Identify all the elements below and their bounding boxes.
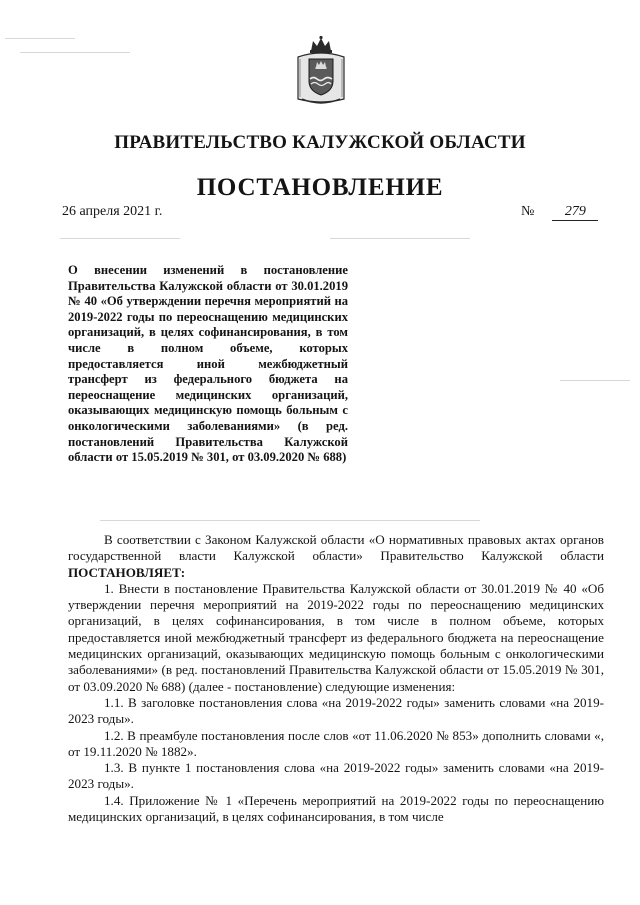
document-number	[521, 204, 598, 221]
scan-noise	[20, 52, 130, 53]
coat-of-arms-emblem	[294, 35, 348, 107]
scan-noise	[330, 238, 470, 239]
scan-noise	[100, 520, 480, 521]
document-date: 26 апреля 2021 г.	[62, 204, 163, 219]
preamble-paragraph	[68, 532, 604, 581]
document-body	[68, 532, 604, 825]
item-1: 1. Внести в постановление Правительства Калужской области от 30.01.2019 № 40 «Об утверждении перечня мероприятий на 2019-2022 годы по переоснащению медицинских организаций, в целях софинансирования, в том числе в полном объеме, которых предоставляется иной межбюджетный трансферт из федерального бюджета на переоснащение медицинских организаций, оказывающих медицинскую помощь больным с онкологическими заболеваниями» (в ред. постановлений Правительства Калужской области от 15.05.2019 № 301, от 03.09.2020 № 688) (далее - постановление) следующие изменения:	[68, 580, 604, 694]
scan-noise	[5, 38, 75, 39]
document-type-title: ПОСТАНОВЛЕНИЕ	[196, 174, 444, 201]
preamble-decree-word: ПОСТАНОВЛЯЕТ:	[68, 564, 186, 580]
government-title: ПРАВИТЕЛЬСТВО КАЛУЖСКОЙ ОБЛАСТИ	[114, 132, 526, 153]
number-value: 279	[552, 204, 598, 221]
item-1-3: 1.3. В пункте 1 постановления слова «на 2019-2022 годы» заменить словами «на 2019-2023 годы».	[68, 760, 604, 792]
scan-noise	[560, 380, 630, 381]
item-1-4: 1.4. Приложение № 1 «Перечень мероприятий на 2019-2022 годы по переоснащению медицинских организаций, в целях софинансирования, в том числе	[68, 792, 604, 825]
number-label: №	[521, 204, 535, 219]
item-1-1: 1.1. В заголовке постановления слова «на 2019-2022 годы» заменить словами «на 2019-2023 годы».	[68, 694, 604, 727]
preamble-text: В соответствии с Законом Калужской области «О нормативных правовых актах органов государственной власти Калужской области» Правительство Калужской области	[68, 532, 604, 564]
document-subject: О внесении изменений в постановление Правительства Калужской области от 30.01.2019 № 40 «Об утверждении перечня мероприятий на 2019-2022 годы по переоснащению медицинских организаций, в целях софинансирования, в том числе в полном объеме, которых предоставляется иной межбюджетный трансферт из федерального бюджета на переоснащение медицинских организаций, оказывающих медицинскую помощь больным с онкологическими заболеваниями» (в ред. постановлений Правительства Калужской области от 15.05.2019 № 301, от 03.09.2020 № 688)	[68, 263, 348, 465]
scan-noise	[60, 238, 180, 239]
item-1-2: 1.2. В преамбуле постановления после слов «от 11.06.2020 № 853» дополнить словами «, от 19.11.2020 № 1882».	[68, 727, 604, 759]
